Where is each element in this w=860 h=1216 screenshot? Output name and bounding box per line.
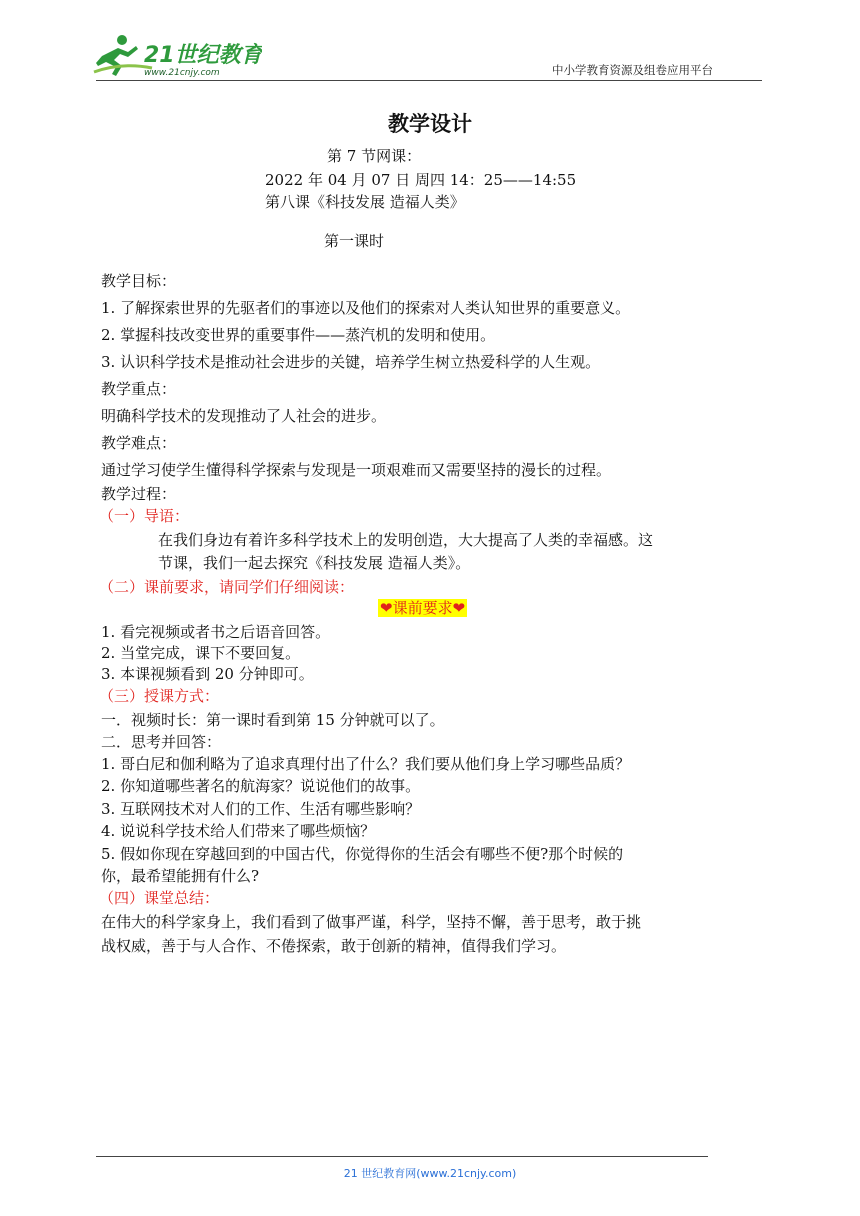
section-heading-method: （三）授课方式： [99,687,220,705]
difficulty-heading: 教学难点： [101,434,177,452]
process-heading: 教学过程： [101,485,177,503]
runner-logo-icon [92,32,262,80]
header-divider [96,80,762,81]
goal-item: 3. 认识科学技术是推动社会进步的关键，培养学生树立热爱科学的人生观。 [101,353,601,371]
section-heading-intro: （一）导语： [99,507,190,525]
difficulty-text: 通过学习使学生懂得科学探索与发现是一项艰难而又需要坚持的漫长的过程。 [101,461,612,479]
goal-item: 2. 掌握科技改变世界的重要事件——蒸汽机的发明和使用。 [101,326,496,344]
method-item: 一．视频时长：第一课时看到第 15 分钟就可以了。 [101,711,445,729]
lesson-number: 第 7 节网课： [327,147,422,165]
section-heading-summary: （四）课堂总结： [99,889,220,907]
footer-link[interactable]: 21 世纪教育网(www.21cnjy.com) [343,1167,517,1180]
requirement-item: 3. 本课视频看到 20 分钟即可。 [101,665,314,683]
intro-text: 节课，我们一起去探究《科技发展 造福人类》。 [158,554,471,572]
goals-heading: 教学目标： [101,272,177,290]
lesson-datetime: 2022 年 04 月 07 日 周四 14：25——14:55 [265,171,577,189]
question-item: 3. 互联网技术对人们的工作、生活有哪些影响？ [101,800,421,818]
question-item: 2. 你知道哪些著名的航海家？说说他们的故事。 [101,777,421,795]
question-item: 你，最希望能拥有什么? [101,867,260,885]
goal-item: 1. 了解探索世界的先驱者们的事迹以及他们的探索对人类认知世界的重要意义。 [101,299,631,317]
platform-name: 中小学教育资源及组卷应用平台 [552,63,713,77]
logo-url: www.21cnjy.com [144,68,220,78]
summary-text: 在伟大的科学家身上，我们看到了做事严谨，科学，坚持不懈，善于思考，敢于挑 [101,913,642,931]
lesson-name: 第八课《科技发展 造福人类》 [265,193,465,211]
question-item: 4. 说说科学技术给人们带来了哪些烦恼？ [101,822,376,840]
page-title: 教学设计 [388,112,472,136]
question-item: 5. 假如你现在穿越回到的中国古代，你觉得你的生活会有哪些不便?那个时候的 [101,845,624,863]
key-text: 明确科学技术的发现推动了人社会的进步。 [101,407,387,425]
requirement-item: 1. 看完视频或者书之后语音回答。 [101,623,331,641]
key-heading: 教学重点： [101,380,177,398]
logo-text: 21世纪教育 [144,43,262,68]
lesson-period: 第一课时 [324,232,385,250]
question-item: 1. 哥白尼和伽利略为了追求真理付出了什么？我们要从他们身上学习哪些品质？ [101,755,631,773]
requirements-banner-text: ❤课前要求❤ [380,599,466,617]
footer-divider [96,1156,708,1157]
intro-text: 在我们身边有着许多科学技术上的发明创造，大大提高了人类的幸福感。这 [158,531,654,549]
requirement-item: 2. 当堂完成，课下不要回复。 [101,644,301,662]
requirements-banner [378,598,467,618]
method-item: 二．思考并回答： [101,733,222,751]
site-logo [92,32,262,80]
summary-text: 战权威，善于与人合作、不倦探索，敢于创新的精神，值得我们学习。 [101,937,567,955]
section-heading-requirements: （二）课前要求，请同学们仔细阅读： [99,578,355,596]
